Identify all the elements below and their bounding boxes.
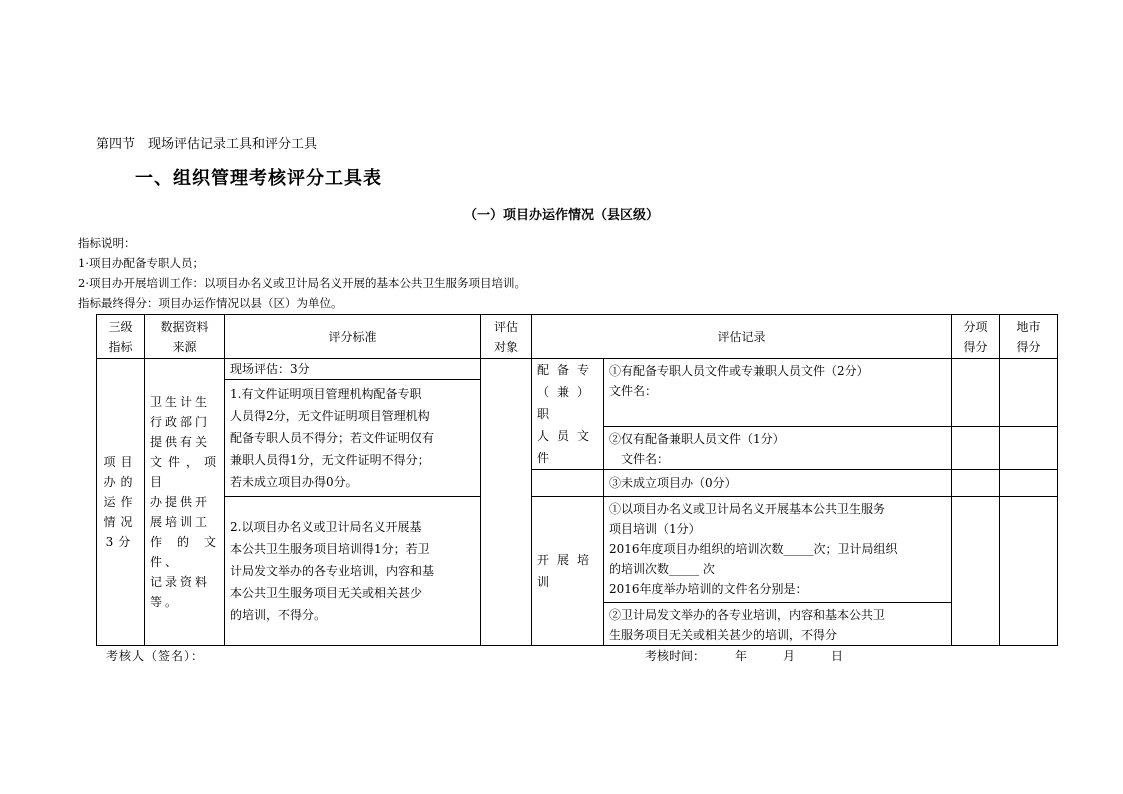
- text-line: 2016年度项目办组织的培训次数_____次；卫计局组织: [609, 542, 898, 556]
- text-line: 人员文: [537, 429, 598, 443]
- criteria-item-1: [225, 380, 481, 497]
- object-staff-documents: [532, 359, 604, 470]
- item-score-cell: [952, 427, 1000, 470]
- note-item-1: 1·项目办配备专职人员；: [78, 256, 204, 270]
- main-title: 一、组织管理考核评分工具表: [135, 168, 382, 189]
- object-cell-blank: [532, 470, 604, 497]
- text-line: 3分: [105, 535, 136, 549]
- text-line: ③未成立项目办（0分）: [609, 476, 737, 490]
- text-line: 运作: [103, 495, 138, 509]
- city-score-cell: [1000, 470, 1058, 497]
- text-line: 情况: [103, 515, 138, 529]
- note-item-2: 2·项目办开展培训工作：以项目办名义或卫计局名义开展的基本公共卫生服务项目培训。: [78, 276, 526, 290]
- text-line: 开展培: [537, 553, 598, 567]
- notes-heading: 指标说明：: [78, 236, 136, 250]
- item-score-cell: [952, 497, 1000, 646]
- record-parttime-file: [604, 427, 952, 470]
- text-line: 2016年度举办培训的文件名分别是：: [609, 582, 808, 596]
- text-line: 文件名：: [609, 384, 658, 398]
- review-time-label: 考核时间： 年 月 日: [645, 649, 844, 663]
- header-item-score: 分项 得分: [952, 315, 1000, 359]
- sub-title: （一）项目办运作情况（县区级）: [463, 208, 659, 223]
- item-score-cell: [952, 359, 1000, 427]
- text-line: 文件名：: [609, 452, 670, 466]
- text-line: 训: [537, 575, 558, 589]
- text-line: 配备专职人员不得分；若文件证明仅有: [230, 431, 435, 445]
- record-unrelated-training: [604, 603, 952, 646]
- header-data-source: 数据资料 来源: [145, 315, 225, 359]
- header-row: [97, 315, 1058, 359]
- table-row: [97, 359, 1058, 380]
- text-line: 本公共卫生服务项目无关或相关甚少: [230, 586, 423, 600]
- scoring-table: [96, 314, 1058, 646]
- header-object: 评估 对象: [481, 315, 532, 359]
- text-line: 行政部门: [150, 415, 211, 429]
- text-line: 本公共卫生服务项目培训得1分；若卫: [230, 542, 430, 556]
- criteria-item-2: [225, 497, 481, 646]
- text-line: 项目: [103, 455, 138, 469]
- text-line: ②仅有配备兼职人员文件（1分）: [609, 432, 785, 446]
- item-score-cell: [952, 470, 1000, 497]
- object-training: [532, 497, 604, 646]
- text-line: 件: [537, 451, 558, 465]
- text-line: ①以项目办名义或卫计局名义开展基本公共卫生服务: [609, 502, 886, 516]
- text-line: 作的文件、: [150, 535, 219, 569]
- text-line: 的培训次数_____ 次: [609, 562, 715, 576]
- data-source-cell: [145, 359, 225, 646]
- record-training: [604, 497, 952, 603]
- text-line: 提供有关: [150, 435, 211, 449]
- text-line: 若未成立项目办得0分。: [230, 475, 358, 489]
- text-line: 等。: [150, 595, 181, 609]
- text-line: 记录资料: [150, 575, 211, 589]
- header-level3-indicator: 三级 指标: [97, 315, 145, 359]
- text-line: 文件，项目: [150, 455, 219, 489]
- text-line: （兼）职: [537, 385, 598, 421]
- text-line: 人员得2分，无文件证明项目管理机构: [230, 409, 430, 423]
- text-line: 项目培训（1分）: [609, 522, 701, 536]
- header-city-score: 地市 得分: [1000, 315, 1058, 359]
- text-line: ②卫计局发文举办的各专业培训，内容和基本公共卫: [609, 608, 886, 622]
- city-score-cell: [1000, 427, 1058, 470]
- text-line: 生服务项目无关或相关甚少的培训，不得分: [609, 628, 838, 642]
- text-line: 兼职人员得1分，无文件证明不得分；: [230, 453, 430, 467]
- header-record: 评估记录: [532, 315, 952, 359]
- city-score-cell: [1000, 497, 1058, 646]
- section-title: 第四节 现场评估记录工具和评分工具: [96, 137, 318, 152]
- record-no-office: [604, 470, 952, 497]
- reviewer-signature-label: 考核人（签名）：: [106, 649, 205, 663]
- object-cell-blank: [481, 359, 532, 646]
- header-criteria: 评分标准: [225, 315, 481, 359]
- indicator-cell: [97, 359, 145, 646]
- record-staff-file: [604, 359, 952, 427]
- text-line: ①有配备专职人员文件或专兼职人员文件（2分）: [609, 364, 869, 378]
- text-line: 1.有文件证明项目管理机构配备专职: [230, 387, 422, 401]
- criteria-header-cell: 现场评估：3分: [225, 359, 481, 380]
- text-line: 2.以项目办名义或卫计局名义开展基: [230, 520, 422, 534]
- note-final-score: 指标最终得分：项目办运作情况以县（区）为单位。: [78, 296, 343, 310]
- city-score-cell: [1000, 359, 1058, 427]
- text-line: 办提供开: [150, 495, 211, 509]
- text-line: 办的: [103, 475, 138, 489]
- text-line: 展培训工: [150, 515, 211, 529]
- text-line: 卫生计生: [150, 395, 211, 409]
- text-line: 的培训，不得分。: [230, 608, 327, 622]
- text-line: 计局发文举办的各专业培训，内容和基: [230, 564, 435, 578]
- table-row: [97, 497, 1058, 603]
- text-line: 配备专: [537, 363, 598, 377]
